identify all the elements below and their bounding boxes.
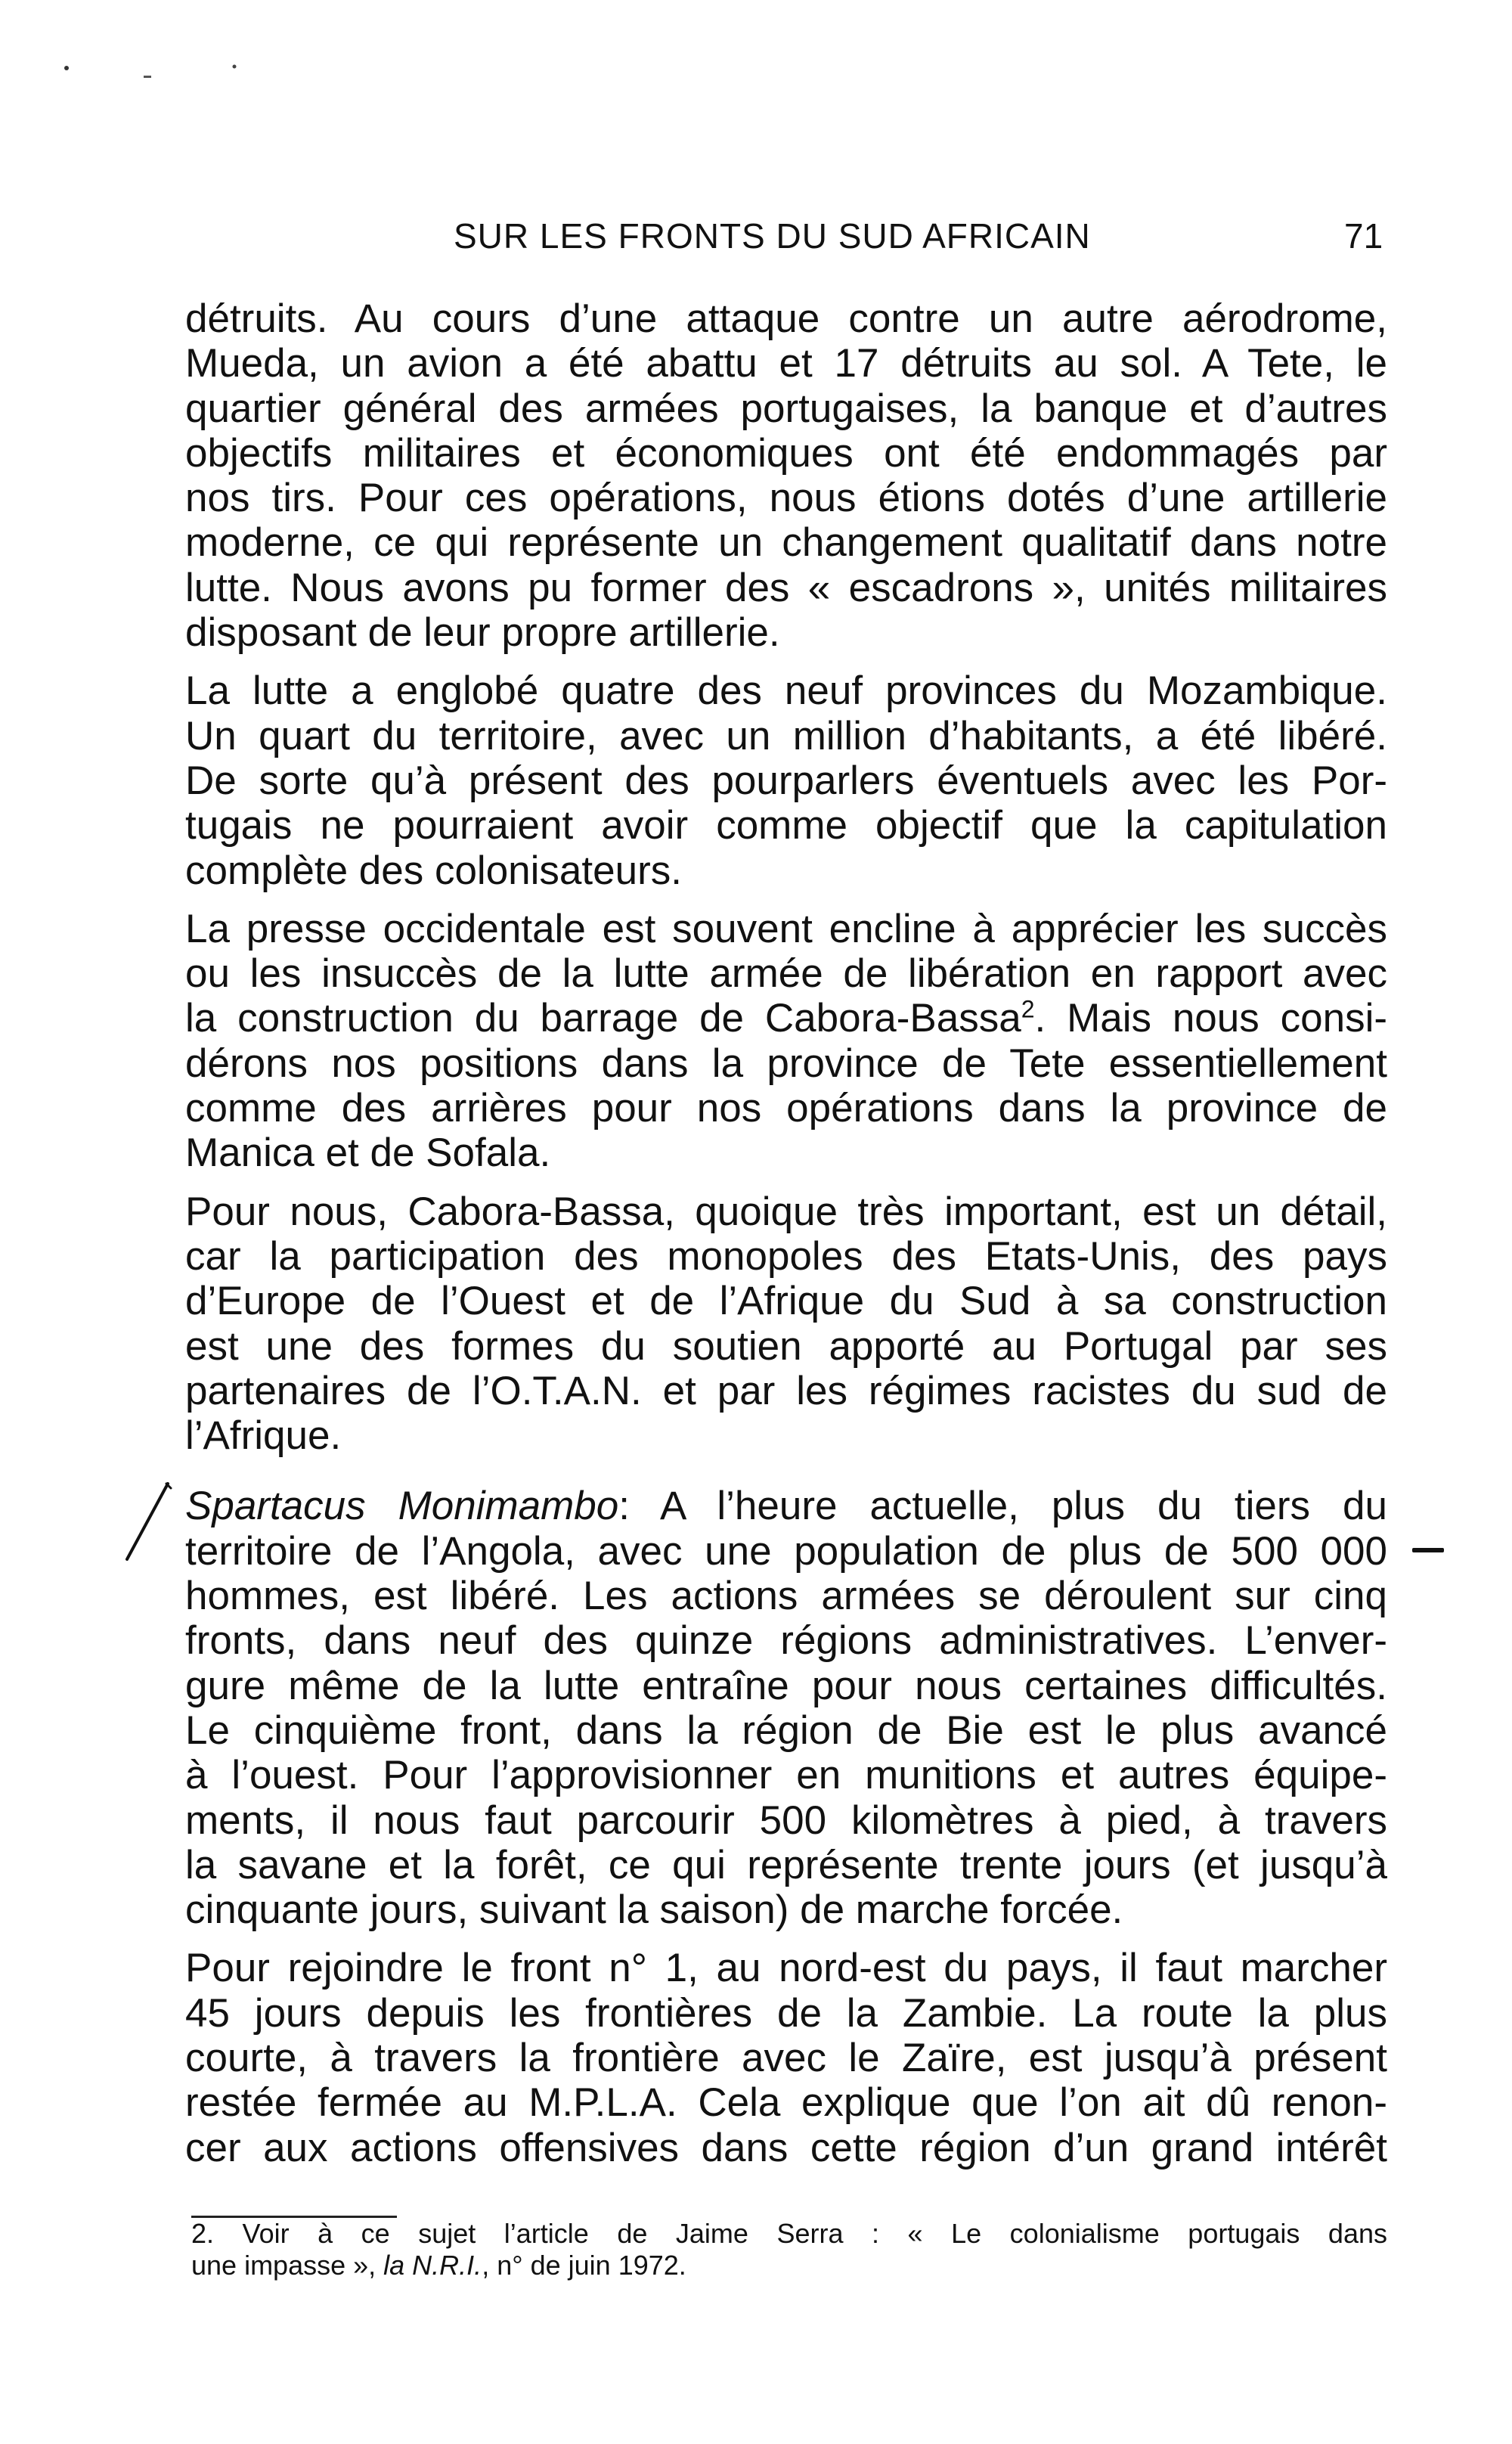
text-line: Le cinquième front, dans la région de Bie est le plus avancé	[185, 1707, 1387, 1753]
text-line: quartier général des armées portugaises, la banque et d’autres	[185, 386, 1387, 431]
text-line: restée fermée au M.P.L.A. Cela explique que l’on ait dû renon-	[185, 2080, 1387, 2126]
text-line: moderne, ce qui représente un changement qualitatif dans notre	[185, 520, 1387, 566]
footnote	[191, 2218, 1387, 2281]
page-number: 71	[1344, 216, 1383, 256]
paragraph-2	[185, 668, 1387, 892]
text-line: est une des formes du soutien apporté au Portugal par ses	[185, 1323, 1387, 1369]
margin-dash-mark	[1412, 1548, 1444, 1552]
text-line: cer aux actions offensives dans cette région d’un grand intérêt	[185, 2125, 1387, 2170]
text-line: Pour nous, Cabora-Bassa, quoique très important, est un détail,	[185, 1189, 1387, 1234]
margin-slash-mark	[121, 1481, 174, 1564]
paragraph-1	[185, 296, 1387, 655]
text-line: lutte. Nous avons pu former des « escadrons », unités militaires	[185, 565, 1387, 610]
text-line: dérons nos positions dans la province de Tete essentiellement	[185, 1041, 1387, 1086]
text-line: De sorte qu’à présent des pourparlers éventuels avec les Por-	[185, 758, 1387, 803]
text-line: hommes, est libéré. Les actions armées se déroulent sur cinq	[185, 1574, 1387, 1619]
text-line: d’Europe de l’Ouest et de l’Afrique du Sud à sa construction	[185, 1279, 1387, 1324]
text-line: disposant de leur propre artillerie.	[185, 610, 780, 656]
scan-specks	[45, 60, 257, 83]
speaker-name: Spartacus Monimambo	[185, 1484, 619, 1529]
text-line: nos tirs. Pour ces opérations, nous étions dotés d’une artillerie	[185, 476, 1387, 521]
text-line: Mueda, un avion a été abattu et 17 détruits au sol. A Tete, le	[185, 341, 1387, 386]
text-line: Un quart du territoire, avec un million d’habitants, a été libéré.	[185, 713, 1387, 758]
text-line: à l’ouest. Pour l’approvisionner en munitions et autres équipe-	[185, 1753, 1387, 1798]
text-line: comme des arrières pour nos opérations dans la province de	[185, 1086, 1387, 1131]
text-line: détruits. Au cours d’une attaque contre un autre aérodrome,	[185, 296, 1387, 341]
footnote-reference: 2	[1021, 995, 1035, 1023]
text-line: 45 jours depuis les frontières de la Zambie. La route la plus	[185, 1990, 1387, 2036]
running-title: SUR LES FRONTS DU SUD AFRICAIN	[454, 216, 1091, 256]
text-line: cinquante jours, suivant la saison) de marche forcée.	[185, 1887, 1123, 1933]
text-line: territoire de l’Angola, avec une population de plus de 500 000	[185, 1528, 1387, 1574]
footnote-line: 2. Voir à ce sujet l’article de Jaime Serra : « Le colonialisme portugais dans	[191, 2218, 1387, 2249]
text-line: Pour rejoindre le front n° 1, au nord-est du pays, il faut marcher	[185, 1946, 1387, 1991]
text-segment: . Mais nous consi-	[1034, 996, 1387, 1041]
text-line: partenaires de l’O.T.A.N. et par les régimes racistes du sud de	[185, 1368, 1387, 1413]
text-segment: une impasse »,	[191, 2250, 384, 2281]
paragraph-4	[185, 1189, 1387, 1459]
text-segment: : A l’heure actuelle, plus du tiers du	[618, 1484, 1387, 1529]
text-line-with-speaker	[185, 1484, 1387, 1528]
body-text	[185, 296, 1387, 2184]
text-line: complète des colonisateurs.	[185, 848, 682, 893]
text-line: La lutte a englobé quatre des neuf provinces du Mozambique.	[185, 668, 1387, 714]
text-segment: , n° de juin 1972.	[482, 2250, 686, 2281]
text-line: fronts, dans neuf des quinze régions administratives. L’enver-	[185, 1618, 1387, 1664]
text-line: ou les insuccès de la lutte armée de libération en rapport avec	[185, 951, 1387, 997]
paragraph-3	[185, 907, 1387, 1176]
paragraph-5	[185, 1484, 1387, 1932]
text-line: courte, à travers la frontière avec le Zaïre, est jusqu’à présent	[185, 2035, 1387, 2080]
text-line: car la participation des monopoles des Etats-Unis, des pays	[185, 1233, 1387, 1279]
text-line: La presse occidentale est souvent encline à apprécier les succès	[185, 906, 1387, 951]
text-line: ments, il nous faut parcourir 500 kilomètres à pied, à travers	[185, 1797, 1387, 1843]
footnote-line	[191, 2250, 1387, 2281]
text-line: gure même de la lutte entraîne pour nous certaines difficultés.	[185, 1663, 1387, 1708]
text-line: Manica et de Sofala.	[185, 1131, 551, 1176]
journal-title: la N.R.I.	[383, 2250, 482, 2281]
text-line-with-footnote	[185, 996, 1387, 1041]
text-line: tugais ne pourraient avoir comme objectif que la capitulation	[185, 803, 1387, 848]
text-line: objectifs militaires et économiques ont été endommagés par	[185, 430, 1387, 476]
text-line: l’Afrique.	[185, 1413, 342, 1459]
text-segment: la construction du barrage de Cabora-Bassa	[185, 996, 1021, 1041]
text-line: la savane et la forêt, ce qui représente trente jours (et jusqu’à	[185, 1842, 1387, 1887]
paragraph-6	[185, 1946, 1387, 2170]
